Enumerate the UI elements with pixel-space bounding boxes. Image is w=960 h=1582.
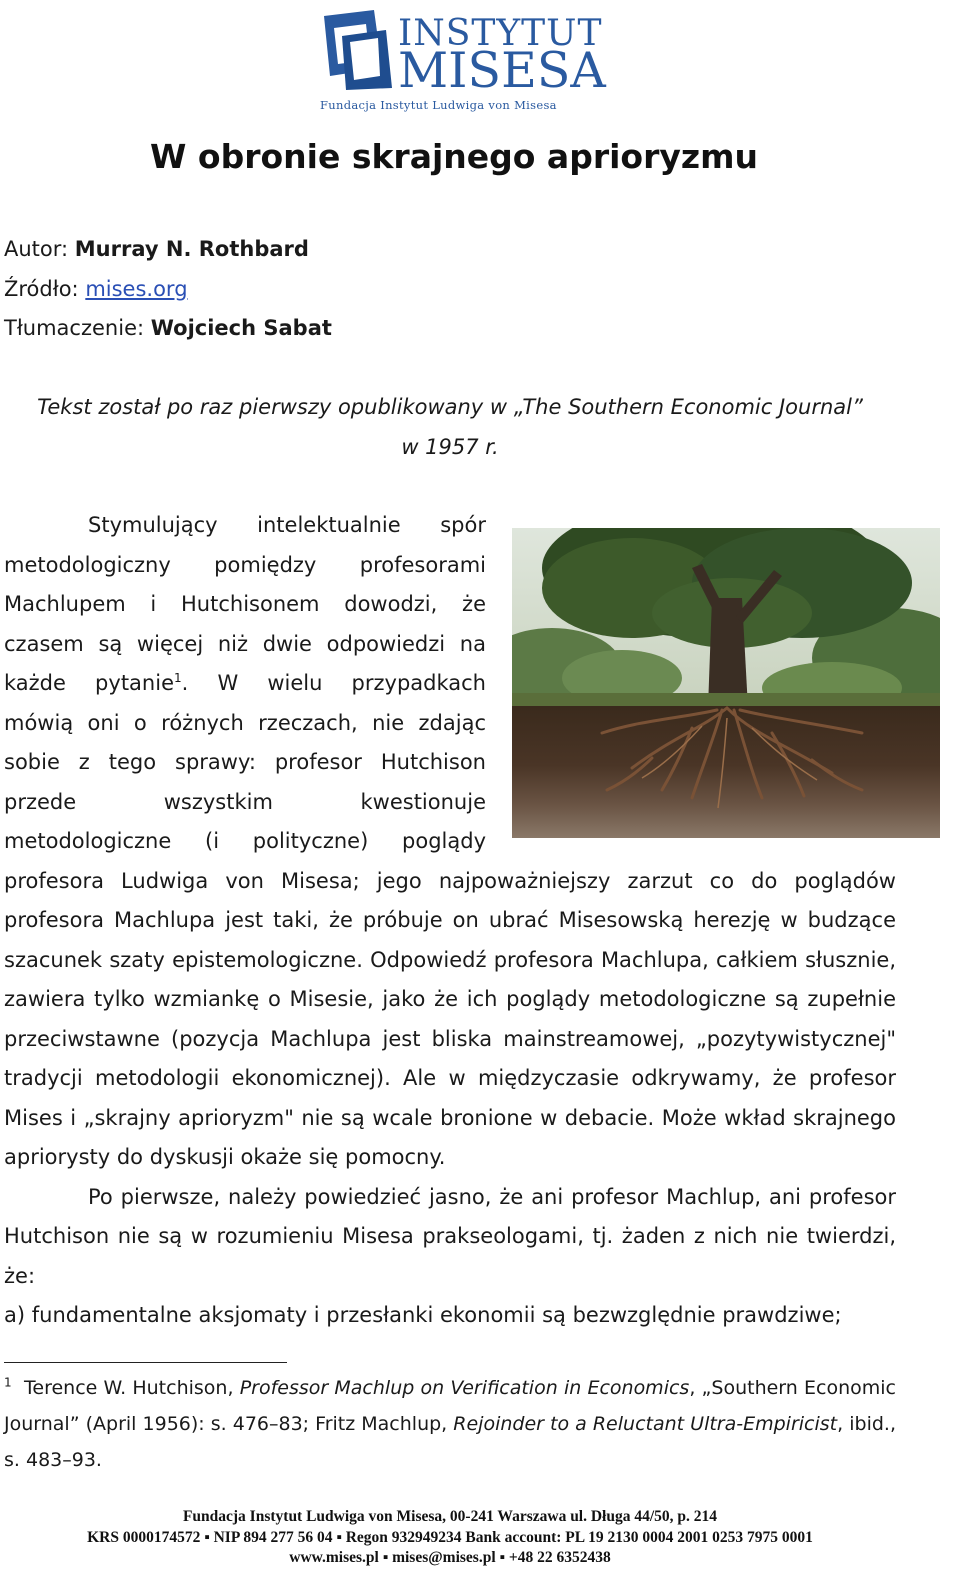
list-item-a: a) fundamentalne aksjomaty i przesłanki ekonomii są bezwzględnie prawdziwe; (4, 1303, 842, 1327)
logo-tagline: Fundacja Instytut Ludwiga von Misesa (320, 98, 557, 112)
footnote-ref[interactable]: 1 (173, 671, 182, 685)
body-line: metodologiczny pomiędzy profesorami (4, 552, 486, 577)
wrapped-paragraph-part (4, 506, 486, 862)
footnote-text: , ibid., s. 483–93. (4, 1413, 896, 1471)
source-line (4, 270, 332, 310)
footer-contact: www.mises.pl ▪ mises@mises.pl ▪ +48 22 6352438 (289, 1549, 611, 1566)
footnote-text: , „Southern Economic Journal” (April 1956): s. 476–83; Fritz Machlup, (4, 1377, 896, 1435)
author-label: Autor: (4, 237, 75, 261)
author-line (4, 230, 332, 270)
body-line-with-footnote: każde pytanie$^1$. W wielu przypadkach (4, 671, 486, 695)
body-line: metodologiczne (i polityczne) poglądy (4, 829, 486, 853)
logo-mark-icon (316, 10, 392, 90)
footnote-number: 1 (4, 1375, 12, 1390)
translator-line (4, 309, 332, 349)
logo-word-misesa: MISESA (398, 42, 606, 99)
translator-name: Wojciech Sabat (150, 316, 332, 340)
body-line: przede wszystkim kwestionuje (4, 789, 486, 814)
paragraph-2: Po pierwsze, należy powiedzieć jasno, że ani profesor Machlup, ani profesor Hutchison nie są w rozumieniu Misesa prakseologami, tj. żaden z nich nie twierdzi, że: (4, 1184, 896, 1288)
source-link[interactable]: mises.org (85, 276, 188, 301)
source-label: Źródło: (4, 276, 86, 301)
footnote-divider (4, 1362, 287, 1363)
footnote-1 (4, 1370, 896, 1478)
footnote-title-1: Professor Machlup on Verification in Economics (239, 1377, 690, 1399)
author-name: Murray N. Rothbard (74, 237, 309, 261)
translator-label: Tłumaczenie: (4, 316, 151, 340)
article-body (4, 506, 896, 1336)
publication-note-line-1: Tekst został po raz pierwszy opublikowany w „The Southern Economic Journal” (37, 395, 863, 419)
body-line-part: W wielu przypadkach (217, 671, 486, 695)
body-line: Stymulujący intelektualnie spór (88, 513, 486, 537)
paragraph-1-continuation: profesora Ludwiga von Misesa; jego najpoważniejszy zarzut co do poglądów profesora Machlupa jest taki, że próbuje on ubrać Misesowską herezję w budzące szacunek szaty epistemologiczne. Odpowiedź profesora Machlupa, całkiem słusznie, zawiera tylko wzmiankę o Misesie, jako że ich poglądy metodologiczne są zupełnie przeciwstawne (pozycja Machlupa jest bliska mainstreamowej, „pozytywistycznej" tradycji metodologii ekonomicznej). Ale w międzyczasie odkrywamy, że profesor Mises i „skrajny aprioryzm" nie są wcale bronione w debacie. Może wkład skrajnego apriorysty do dyskusji okaże się pomocny. (4, 868, 896, 1169)
body-line: sobie z tego sprawy: profesor Hutchison (4, 750, 486, 774)
footnote-text: Terence W. Hutchison, (24, 1377, 240, 1399)
body-line: Machlupem i Hutchisonem dowodzi, że (4, 592, 486, 616)
body-line: czasem są więcej niż dwie odpowiedzi na (4, 631, 486, 656)
article-meta (4, 230, 332, 349)
body-line-part: każde pytanie (4, 671, 174, 695)
body-line: mówią oni o różnych rzeczach, nie zdając (4, 710, 486, 735)
footer-address: Fundacja Instytut Ludwiga von Misesa, 00-241 Warszawa ul. Długa 44/50, p. 214 (182, 1508, 718, 1525)
footnote-title-2: Rejoinder to a Reluctant Ultra-Empiricist (453, 1413, 838, 1435)
footer-registry: KRS 0000174572 ▪ NIP 894 277 56 04 ▪ Regon 932949234 Bank account: PL 19 2130 0004 2001 0253 7975 0001 (87, 1528, 813, 1546)
publication-note (0, 388, 900, 467)
page-footer (0, 1507, 900, 1569)
instytut-misesa-logo (316, 8, 616, 114)
logo-word-instytut: INSTYTUT (398, 13, 603, 54)
document-title: W obronie skrajnego aprioryzmu (150, 137, 758, 176)
publication-note-line-2: w 1957 r. (401, 434, 499, 459)
